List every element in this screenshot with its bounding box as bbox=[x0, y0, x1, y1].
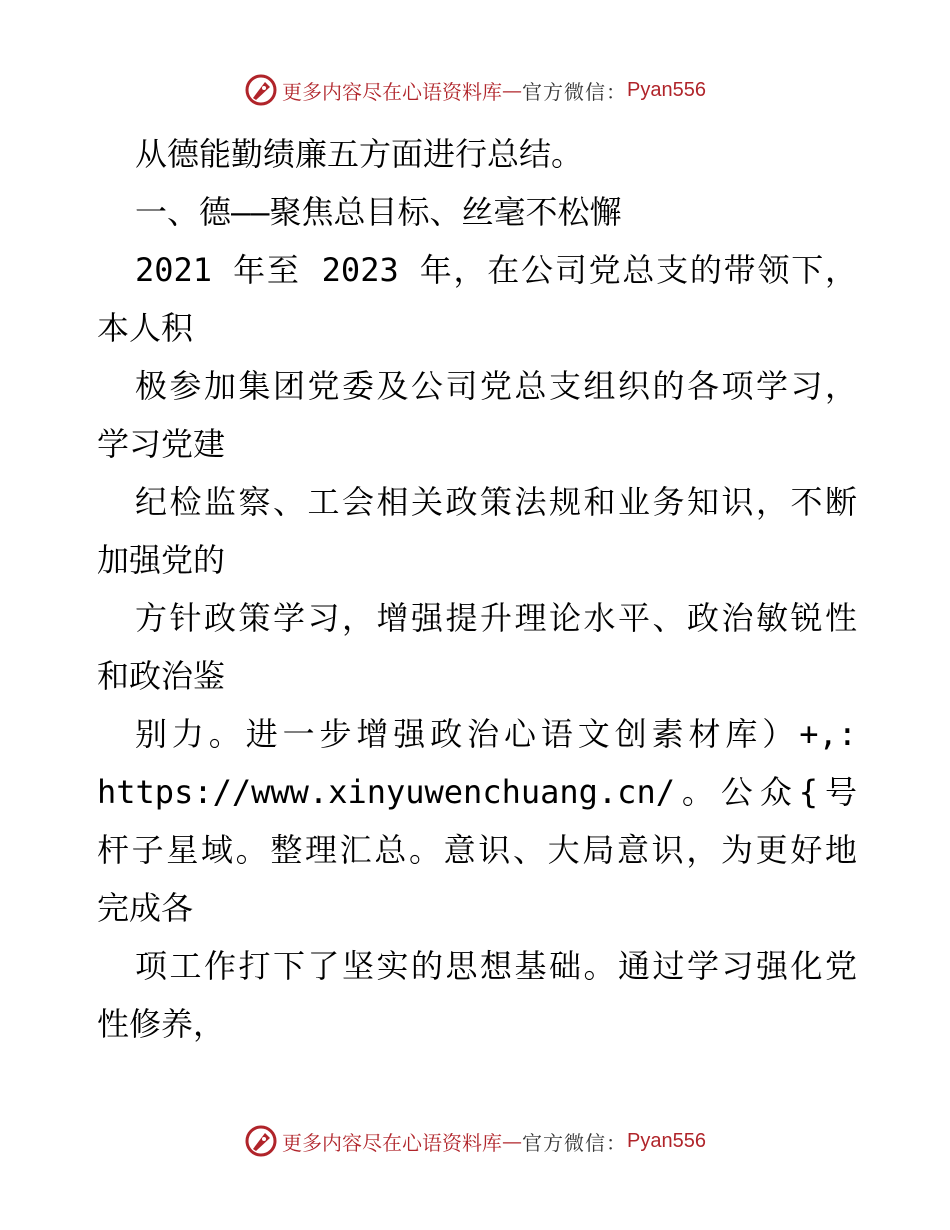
banner-account: Pyan556 bbox=[627, 1129, 706, 1152]
banner-dash: — bbox=[502, 1129, 523, 1153]
pen-nib-logo-icon bbox=[244, 1124, 278, 1158]
text-line: 和政治鉴 bbox=[97, 657, 226, 695]
text-line: 性修养， bbox=[97, 1005, 226, 1043]
banner-account: Pyan556 bbox=[627, 78, 706, 101]
text-line: 方针政策学习，增强提升理论水平、政治敏锐性 bbox=[135, 599, 857, 637]
body-text bbox=[97, 125, 857, 1053]
text-line: 加强党的 bbox=[97, 541, 226, 579]
banner-main-text: 更多内容尽在心语资料库 bbox=[282, 79, 503, 104]
url-text-line: https://www.xinyuwenchuang.cn/。公众{号 bbox=[97, 773, 857, 811]
banner-dash: — bbox=[502, 78, 523, 102]
text-line: 本人积 bbox=[97, 309, 194, 347]
footer-banner bbox=[0, 1121, 950, 1161]
text-line: 从德能勤绩廉五方面进行总结。 bbox=[135, 135, 584, 173]
text-line: 项工作打下了坚实的思想基础。通过学习强化党 bbox=[135, 947, 857, 985]
banner-wechat-label: 官方微信： bbox=[522, 79, 628, 104]
text-line: 杆子星域。整理汇总。意识、大局意识，为更好地 bbox=[97, 831, 857, 869]
text-line: 学习党建 bbox=[97, 425, 226, 463]
header-banner bbox=[0, 70, 950, 110]
text-line: 完成各 bbox=[97, 889, 194, 927]
banner-wechat-label: 官方微信： bbox=[522, 1130, 628, 1155]
section-heading: 一、德——聚焦总目标、丝毫不松懈 bbox=[135, 193, 622, 231]
text-line: 别力。进一步增强政治心语文创素材库）+,: bbox=[135, 715, 857, 753]
text-line: 2021 年至 2023 年，在公司党总支的带领下， bbox=[135, 251, 857, 289]
text-line: 极参加集团党委及公司党总支组织的各项学习， bbox=[135, 367, 857, 405]
text-line: 纪检监察、工会相关政策法规和业务知识，不断 bbox=[135, 483, 857, 521]
pen-nib-logo-icon bbox=[244, 73, 278, 107]
banner-main-text: 更多内容尽在心语资料库 bbox=[282, 1130, 503, 1155]
